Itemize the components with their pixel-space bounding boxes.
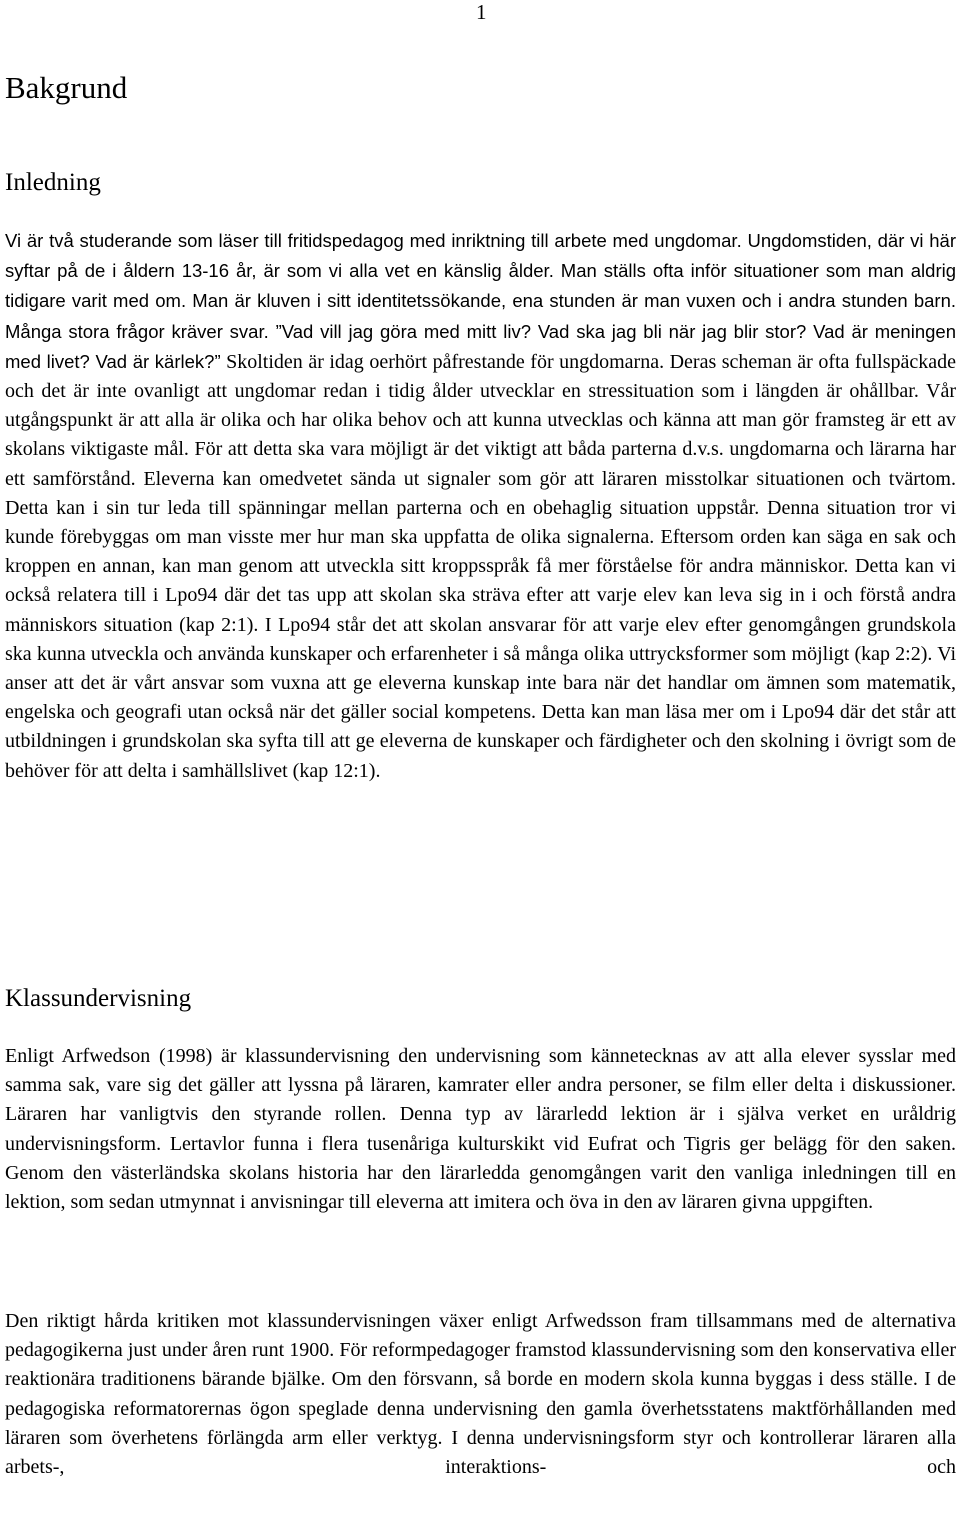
chapter-heading: Bakgrund — [5, 70, 128, 105]
page-number: 1 — [476, 0, 487, 24]
paragraph-intro-serif-text: Skoltiden är idag oerhört påfrestande för ungdomarna. Deras scheman är ofta fullspäckade och det är inte ovanligt att ungdomar redan i tidig ålder utvecklar en stressituation som i längden är ohållbar. Vår utgångspunkt är att alla är olika och har olika behov och att kunna utvecklas och känna att man gör framsteg är ett av skolans viktigaste mål. För att detta ska vara möjligt är det viktigt att båda parterna d.v.s. ungdomarna och lärarna har ett samförstånd. Eleverna kan omedvetet sända ut signaler som gör att läraren misstolkar situationen och tvärtom. Detta kan i sin tur leda till spänningar mellan parterna och en obehaglig situation uppstår. Denna situation tror vi kunde förebyggas om man visste mer hur man ska uppfatta de olika signalerna. Eftersom orden kan säga en sak och kroppen en annan, kan man genom att utveckla sitt kroppsspråk få mer förståelse för andra människor. Detta kan vi också relatera till i Lpo94 där det tas upp att skolan ska sträva efter att varje elev kan leva sig in i och förstå andra människors situation (kap 2:1). I Lpo94 står det att skolan ansvarar för att varje elev efter genomgången grundskola ska kunna utveckla och använda kunskaper och erfarenheter i så många olika uttrycksformer som möjligt (kap 2:2). Vi anser att det är vårt ansvar som vuxna att ge eleverna kunskap inte bara när det handlar om ämnen som matematik, engelska och geografi utan också när det gäller social kompetens. Detta kan man läsa mer om i Lpo94 där det står att utbildningen i grundskolan ska syfta till att ge eleverna de kunskaper och färdigheter och den skolning i övrigt som de behöver för att delta i samhällslivet (kap 12:1). — [5, 350, 956, 782]
paragraph-klassundervisning-1: Enligt Arfwedson (1998) är klassundervisning den undervisning som kännetecknas av att alla elever sysslar med samma sak, vare sig det gäller att lyssna på läraren, kamrater eller andra personer, se film eller delta i diskussioner. Läraren har vanligtvis den styrande rollen. Denna typ av lärarledd lektion är i själva verket en uråldrig undervisningsform. Lertavlor funna i flera tusenåriga kulturskikt vid Eufrat och Tigris ger belägg för den saken. Genom den västerländska skolans historia har den lärarledda genomgången varit den vanliga inledningen till en lektion, som sedan utmynnat i anvisningar till eleverna att imitera och öva in den av läraren givna uppgiften. — [5, 1045, 956, 1214]
section-heading-klassundervisning: Klassundervisning — [5, 985, 192, 1012]
paragraph-inledning — [5, 226, 956, 786]
paragraph-intro-sans-text: Vi är två studerande som läser till fritidspedagog med inriktning till arbete med ungdomar. Ungdomstiden, där vi här syftar på de i åldern 13-16 år, är som vi alla vet en känslig ålder. Man ställs ofta inför situationer som man aldrig tidigare varit med om. Man är kluven i sitt identitetssökande, ena stunden är man vuxen och i andra stunden barn. Många stora frågor kräver svar. ”Vad vill jag göra med mitt liv? Vad ska jag bli när jag blir stor? Vad är meningen med livet? Vad är kärlek?” — [5, 230, 956, 372]
section-heading-inledning: Inledning — [5, 169, 101, 196]
paragraph-klassundervisning-2: Den riktigt hårda kritiken mot klassundervisningen växer enligt Arfwedsson fram tillsammans med de alternativa pedagogikerna just under åren runt 1900. För reformpedagoger framstod klassundervisning som den konservativa eller reaktionära traditionens bärande bjälke. Om den försvann, så borde en modern skola kunna byggas i dess ställe. I de pedagogiska reformatorernas ögon speglade denna undervisning den gamla överhetsstatens maktförhållanden med läraren som överhetens förlängda arm eller verktyg. I denna undervisningsform styr och kontrollerar läraren alla arbets-, interaktions- och — [5, 1310, 956, 1479]
